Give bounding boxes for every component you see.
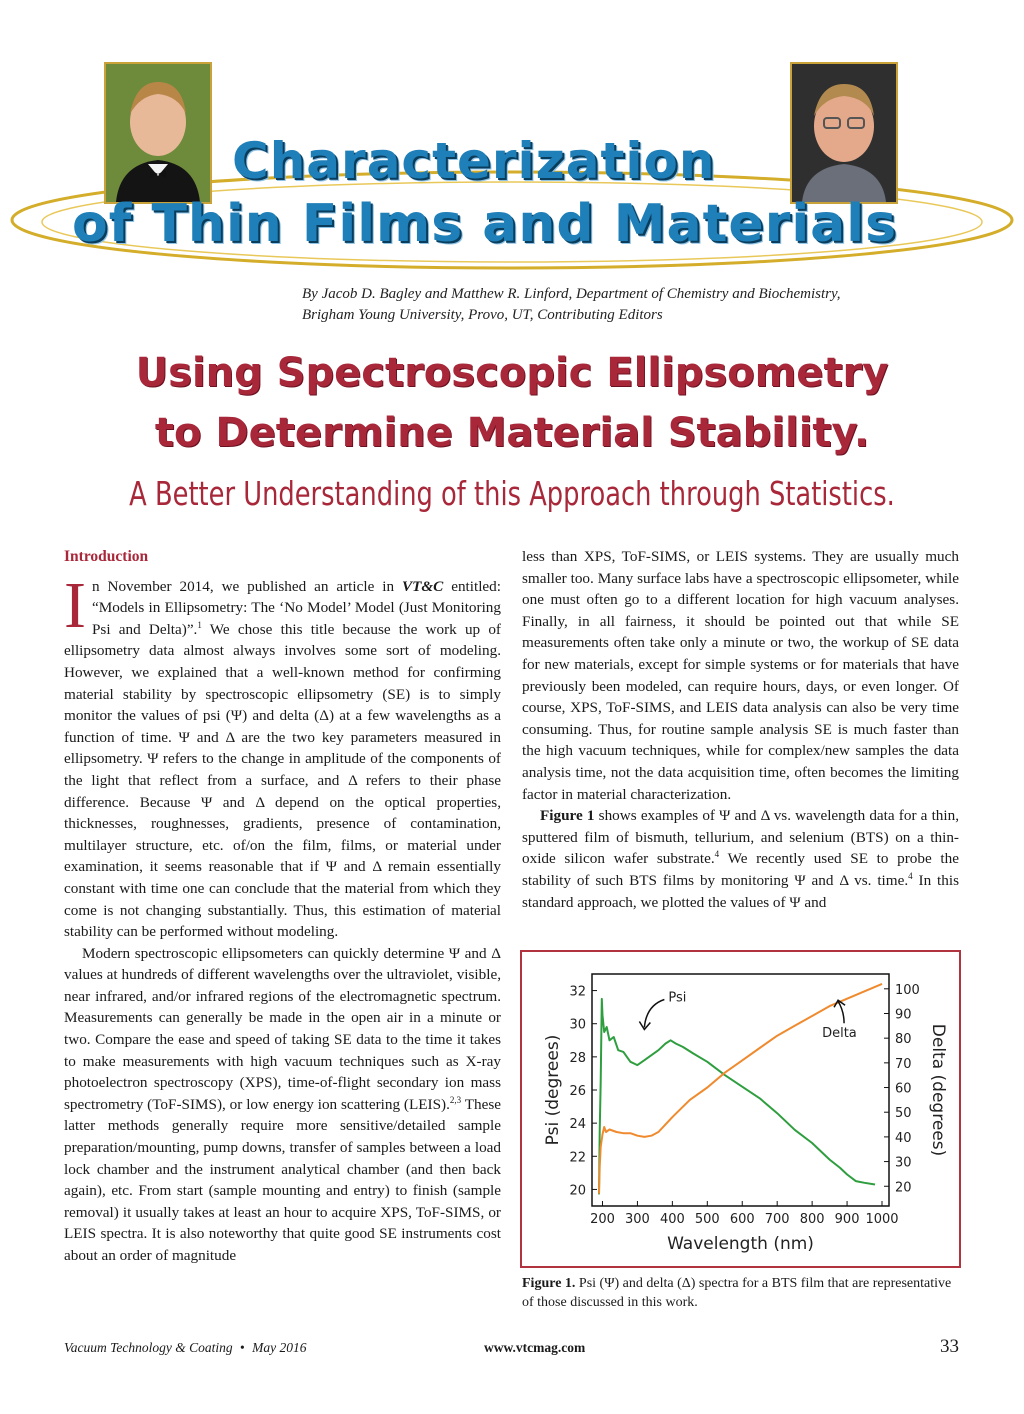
y2-tick-label: 90	[895, 1007, 912, 1023]
caption-label: Figure 1.	[522, 1276, 576, 1291]
paragraph-modern-ellipsometers: Modern spectroscopic ellipsometers can quickly determine Ψ and Δ values at hundreds of different wavelengths over the ultraviolet, visible, near infrared, and/or infrared regions of the electromagnetic spectrum. Measurements can generally be made in the open air in a minute or two. Compare the ease and speed of taking SE data to the time it takes to make measurements with high vacuum techniques such as X-ray photoelectron spectroscopy (XPS), time-of-flight secondary ion mass spectrometry (ToF-SIMS), or low energy ion scattering (LEIS).$^{2,3}$ These latter methods generally require more sensitive/detailed sample preparation/mounting, pump downs, transfer of samples between a load lock chamber and the instrument analytical chamber (and then back again), etc. From start (sample mounting and entry) to finish (sample removal) it usually takes at least an hour to acquire XPS, ToF-SIMS, or LEIS spectra. It is also noteworthy that quite good SE instruments cost about an order of magnitude	[64, 944, 501, 1264]
y2-tick-label: 70	[895, 1056, 912, 1072]
y2-tick-label: 60	[895, 1081, 912, 1097]
footer-separator: •	[240, 1340, 245, 1355]
figure-link: Figure 1	[540, 807, 595, 825]
reference-marker: 2,3	[449, 1094, 462, 1105]
banner-title-line2: of Thin Films and Materials	[72, 194, 898, 254]
paragraph-intro: In November 2014, we published an article in VT&C entitled: “Models in Ellipsometry: The ‘No Model’ Model (Just Monitoring Psi and Delta)”.$^1$ We chose this title because the work up of ellipsometry data almost always involves some sort of modeling. However, we explained that a well-known method for confirming material stability by spectroscopic ellipsometry (SE) is to simply monitor the values of psi (Ψ) and delta (Δ) at a few wavelengths as a function of time. Ψ and Δ are the two key parameters measured in ellipsometry. Ψ refers to the change in amplitude of the components of the light that reflect from a surface, and Δ refers to their phase difference. Because Ψ and Δ depend on the optical properties, thicknesses, roughnesses, gradients, presence of contamination, multilayer structure, etc. of/on the film, films, or material under examination, it seems reasonable that if Ψ and Δ remain essentially constant with time one can conclude that the material from which they come is not changing substantially. Thus, this estimation of material stability can be performed without modeling.	[64, 568, 501, 941]
section-heading: Introduction	[64, 548, 149, 565]
annotation-psi: Psi	[668, 990, 687, 1006]
y2-tick-label: 20	[895, 1180, 912, 1196]
annotation-arrow-psi	[644, 999, 664, 1027]
journal-name: VT&C	[401, 577, 444, 595]
y2-tick-label: 50	[895, 1106, 912, 1122]
headline-line1: Using Spectroscopic Ellipsometry	[135, 350, 889, 396]
headline-subtitle: A Better Understanding of this Approach through Statistics.	[129, 474, 895, 513]
footer-date: May 2016	[252, 1340, 307, 1355]
byline	[302, 284, 1002, 326]
x-axis-label: Wavelength (nm)	[667, 1234, 814, 1254]
headline-line2: to Determine Material Stability.	[154, 410, 870, 456]
paragraph-cost-comparison: less than XPS, ToF-SIMS, or LEIS systems. They are usually much smaller too. Many surface labs have a spectroscopic ellipsometer, while one must often go to a different location for high vacuum analyses. Finally, in all fairness, it should be pointed out that while SE measurements often take only a minute or two, the workup of SE data for new materials, except for simple systems or for materials that have previously been modeled, can require hours, days, or even longer. Of course, XPS, ToF-SIMS, and LEIS data analysis can also be very time consuming. Thus, for routine sample analysis SE is much faster than the high vacuum techniques, while for complex/new samples the data analysis time, not the data acquisition time, often becomes the limiting factor in material characterization.	[522, 548, 959, 803]
y-tick-label: 22	[569, 1150, 586, 1166]
annotation-delta: Delta	[822, 1026, 857, 1042]
series-line-delta	[599, 984, 882, 1194]
y-tick-label: 30	[569, 1017, 586, 1033]
x-tick-label: 300	[625, 1212, 650, 1227]
drop-cap: I	[64, 568, 86, 642]
x-tick-label: 700	[764, 1212, 790, 1227]
x-tick-label: 1000	[865, 1212, 899, 1227]
y-tick-label: 20	[569, 1183, 586, 1199]
x-tick-label: 200	[590, 1212, 615, 1227]
x-tick-label: 800	[799, 1212, 825, 1227]
footer-journal: Vacuum Technology & Coating • May 2016	[64, 1340, 307, 1355]
caption-text: Psi (Ψ) and delta (Δ) spectra for a BTS film that are representative of those discussed in this work.	[522, 1276, 952, 1310]
paragraph-figure-reference: Figure 1 shows examples of Ψ and Δ vs. wavelength data for a thin, sputtered film of bismuth, tellurium, and selenium (BTS) on a thin-oxide silicon wafer substrate.$^4$ We recently used SE to probe the stability of such BTS films by monitoring Ψ and Δ vs. time.$^4$ In this standard approach, we plotted the values of Ψ and	[522, 807, 959, 911]
x-tick-label: 900	[834, 1212, 860, 1227]
x-tick-label: 600	[729, 1212, 755, 1227]
byline-authors: By Jacob D. Bagley and Matthew R. Linford, Department of Chemistry and Biochemistry,	[302, 286, 841, 302]
footer	[0, 1336, 1024, 1364]
y-tick-label: 28	[569, 1050, 586, 1066]
y-tick-label: 24	[569, 1117, 586, 1133]
y-axis-label: Psi (degrees)	[543, 1034, 563, 1146]
y-tick-label: 32	[569, 984, 586, 1000]
article-left-column	[64, 546, 501, 1267]
author-photo-linford	[790, 62, 898, 204]
x-tick-label: 400	[659, 1212, 685, 1227]
y2-tick-label: 80	[895, 1032, 912, 1048]
figure-1-box	[520, 950, 961, 1268]
x-tick-label: 500	[694, 1212, 720, 1227]
y2-axis-label: Delta (degrees)	[928, 1023, 948, 1157]
footer-website[interactable]: www.vtcmag.com	[484, 1340, 586, 1355]
y2-tick-label: 40	[895, 1130, 912, 1146]
reference-marker: 4	[714, 849, 720, 860]
banner-title-line1: Characterization	[232, 132, 716, 190]
reference-marker: 1	[197, 619, 202, 630]
byline-affiliation: Brigham Young University, Provo, UT, Contributing Editors	[302, 307, 663, 323]
y2-tick-label: 100	[895, 982, 920, 998]
reference-marker: 4	[908, 870, 913, 881]
page-number: 33	[940, 1336, 959, 1357]
y-tick-label: 26	[569, 1084, 586, 1099]
header-banner	[0, 50, 1024, 280]
psi-delta-chart	[522, 952, 959, 1266]
author-photo-bagley	[104, 62, 212, 204]
y2-tick-label: 30	[895, 1155, 912, 1171]
article-right-column	[522, 546, 959, 913]
figure-caption	[522, 1274, 962, 1312]
